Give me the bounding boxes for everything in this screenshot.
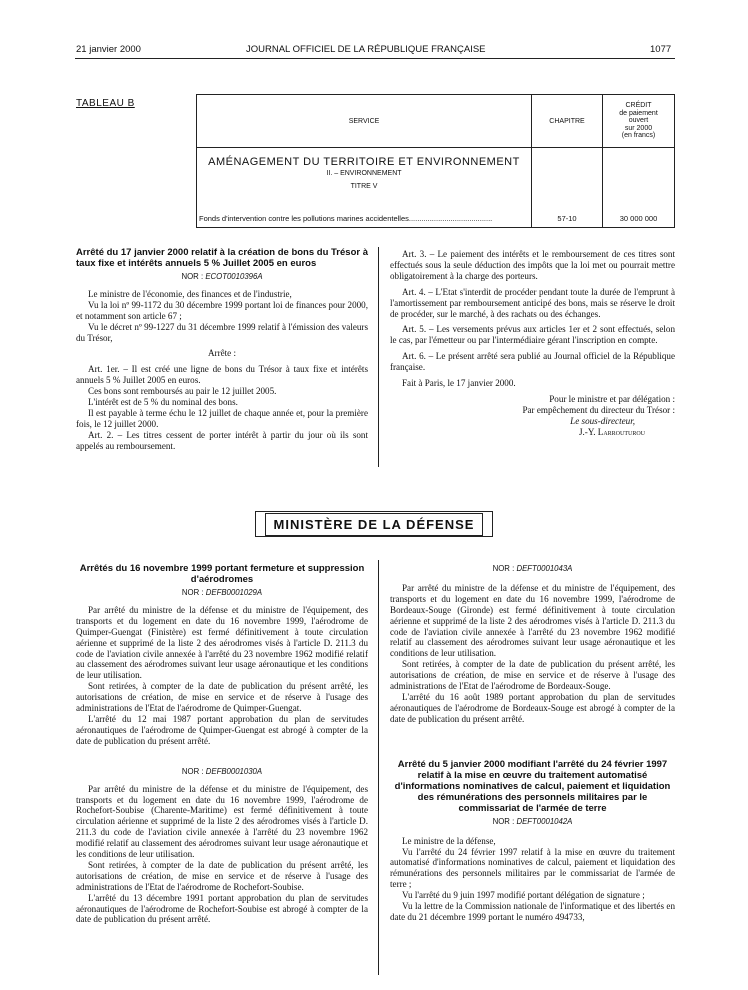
ministry-banner-text: MINISTÈRE DE LA DÉFENSE (265, 513, 484, 536)
paragraph: Vu la lettre de la Commission nationale de l'informatique et des libertés en date du 21 décembre 1999 portant le numéro 494733, (390, 901, 675, 922)
paragraph: Par arrêté du ministre de la défense et du ministre de l'équipement, des transports et du logement en date du 16 novembre 1999, l'aérodrome de Rochefort-Soubise (Charente-Maritime) est fermé définitivement à toute circulation aérienne et supprimé de la liste 2 des aérodromes visés à l'article D. 211.3 du code de l'aviation civile annexée à l'arrêté du 23 novembre 1962 modifié relatif au classement des aérodromes suivant leur usage aéronautique et les conditions de leur utilisation. (76, 783, 368, 860)
paragraph: Vu l'arrêté du 9 juin 1997 modifié portant délégation de signature ; (402, 890, 645, 901)
article-3: Art. 3. – Le paiement des intérêts et le remboursement de ces titres sont effectués sous la seule déduction des impôts que la loi met ou pourrait mettre obligatoirement à la charge des porteurs. (390, 249, 675, 281)
defense-nor-2: NOR : DEFB0001030A (181, 766, 263, 776)
paragraph: Ces bons sont remboursés au pair le 12 juillet 2005. (88, 386, 277, 397)
tableau-body (197, 148, 532, 210)
tableau-b (196, 94, 675, 228)
defense-left-column (76, 563, 368, 925)
col-service: SERVICE (197, 95, 532, 148)
column-divider (378, 560, 379, 975)
signature-line: Le sous-directeur, (570, 415, 635, 426)
defense-nor-4: NOR : DEFT0001042A (492, 816, 573, 826)
article-2: Art. 2. – Les titres cessent de porter intérêt à partir du jour où ils sont appelés au remboursement. (76, 429, 368, 451)
page-number: 1077 (650, 44, 672, 55)
tableau-row-credit: 30 000 000 (603, 209, 675, 228)
article-4: Art. 4. – L'Etat s'interdit de procéder pendant toute la durée de l'emprunt à l'amortissement par remboursement anticipé des bons, mais se réserve le droit de procéder, sur le marché, à des rachats ou des échanges. (390, 286, 675, 319)
col-chapitre: CHAPITRE (532, 95, 603, 148)
tableau-label: TABLEAU B (76, 98, 135, 109)
signature-line: Par empêchement du directeur du Trésor : (522, 404, 675, 415)
column-divider (378, 247, 379, 467)
article-5: Art. 5. – Les versements prévus aux articles 1er et 2 sont effectués, selon le cas, par l'émetteur ou par l'intermédiaire gérant l'inscription en compte. (390, 324, 675, 346)
defense-nor-3: NOR : DEFT0001043A (492, 564, 573, 573)
paragraph: Sont retirées, à compter de la date de publication du présent arrêté, les autorisations de création, de mise en service et de réserve à l'usage des administrations de l'Etat de l'aérodrome de Rochefort-Soubise. (76, 859, 368, 892)
defense-right-column (390, 561, 675, 923)
paragraph: Le ministre de l'économie, des finances et de l'industrie, (88, 288, 292, 299)
article-1: Art. 1er. – Il est créé une ligne de bons du Trésor à taux fixe et intérêts annuels 5 % Juillet 2005 en euros. (76, 364, 368, 386)
header-rule (75, 58, 675, 59)
paragraph: Sont retirées, à compter de la date de publication du présent arrêté, les autorisations de création, de mise en service et de réserve à l'usage des administrations de l'Etat de l'aérodrome de Quimper-Guengat. (76, 681, 368, 714)
arrete1-title: Arrêté du 17 janvier 2000 relatif à la création de bons du Trésor à taux fixe et intérêts annuels 5 % Juillet 2005 en euros (76, 247, 368, 269)
header-date: 21 janvier 2000 (76, 44, 141, 55)
tableau-row-chapitre: 57-10 (532, 209, 603, 228)
tableau-titre: TITRE V (350, 183, 378, 190)
paragraph: Sont retirées, à compter de la date de publication du présent arrêté, les autorisations de création, de mise en service et de réserve à l'usage des administrations de l'Etat de l'aérodrome de Bordeaux-Souge. (390, 659, 675, 692)
paragraph: Le ministre de la défense, (402, 835, 496, 846)
paragraph: Vu la loi nº 99-1172 du 30 décembre 1999 portant loi de finances pour 2000, et notamment son article 67 ; (76, 299, 368, 321)
col-credit: CRÉDIT de paiement ouvert sur 2000 (en francs) (603, 95, 675, 148)
ministry-banner (255, 511, 493, 537)
paragraph: Par arrêté du ministre de la défense et du ministre de l'équipement, des transports et du logement en date du 16 novembre 1999, l'aérodrome de Quimper-Guengat (Finistère) est fermé définitivement à toute circulation aérienne et supprimé de la liste 2 des aérodromes visés à l'article D. 211.3 du code de l'aviation civile annexée à l'arrêté du 23 novembre 1962 modifié relatif au classement des aérodromes suivant leur usage aéronautique et les conditions de leur utilisation. (76, 604, 368, 681)
paragraph: L'arrêté du 16 août 1989 portant approbation du plan de servitudes aéronautiques de l'aérodrome de Bordeaux-Souge est abrogé à compter de la date de publication du présent arrêté. (390, 691, 675, 724)
paragraph: L'arrêté du 12 mai 1987 portant approbation du plan de servitudes aéronautiques de l'aérodrome de Quimper-Guengat est abrogé à compter de la date de publication du présent arrêté. (76, 713, 368, 746)
paragraph: Il est payable à terme échu le 12 juillet de chaque année et, pour la première fois, le 12 juillet 2000. (76, 407, 368, 429)
arrete1-right-column (390, 249, 675, 438)
signature-line: Pour le ministre et par délégation : (549, 393, 675, 404)
arrete1-nor: NOR : ECOT0010396A (181, 272, 263, 281)
tableau-section: II. – ENVIRONNEMENT (326, 170, 402, 177)
paragraph: Par arrêté du ministre de la défense et du ministre de l'équipement, des transports et du logement en date du 16 novembre 1999, l'aérodrome de Bordeaux-Souge (Gironde) est fermé définitivement à toute circulation aérienne et supprimé de la liste 2 des aérodromes visés à l'article D. 211.3 du code de l'aviation civile annexée à l'arrêté du 23 novembre 1962 modifié relatif au classement des aérodromes suivant leur usage aéronautique et les conditions de leur utilisation. (390, 582, 675, 659)
done-at: Fait à Paris, le 17 janvier 2000. (402, 378, 516, 389)
arrete2-title: Arrêté du 5 janvier 2000 modifiant l'arrêté du 24 février 1997 relatif à la mise en œuvre du traitement automatisé d'informations nominatives de calcul, paiement et liquidation des rémunérations des personnels militaires par le commissariat de l'armée de terre (394, 758, 671, 814)
paragraph: L'arrêté du 13 décembre 1991 portant approbation du plan de servitudes aéronautiques de l'aérodrome de Rochefort-Soubise est abrogé à compter de la date de publication du présent arrêté. (76, 892, 368, 925)
signatory-name: J.-Y. Larrouturou (578, 426, 645, 437)
paragraph: Vu l'arrêté du 24 février 1997 relatif à la mise en œuvre du traitement automatisé d'informations nominatives de calcul, paiement et liquidation des rémunérations des personnels militaires par le commissariat de l'armée de terre ; (390, 846, 675, 890)
journal-title: JOURNAL OFFICIEL DE LA RÉPUBLIQUE FRANÇAISE (246, 44, 486, 55)
tableau-row-label: Fonds d'intervention contre les pollutions marines accidentelles........................................ (197, 209, 532, 228)
article-6: Art. 6. – Le présent arrêté sera publié au Journal officiel de la République française. (390, 351, 675, 373)
paragraph: L'intérêt est de 5 % du nominal des bons. (88, 397, 238, 408)
defense-title: Arrêtés du 16 novembre 1999 portant fermeture et suppression d'aérodromes (79, 563, 365, 585)
arrete1-left-column (76, 247, 368, 452)
paragraph: Vu le décret nº 99-1227 du 31 décembre 1999 relatif à l'émission des valeurs du Trésor, (76, 321, 368, 343)
tableau-ministry: AMÉNAGEMENT DU TERRITOIRE ET ENVIRONNEMENT (208, 156, 520, 168)
defense-nor-1: NOR : DEFB0001029A (181, 588, 263, 597)
arrete-word: Arrête : (207, 348, 237, 359)
